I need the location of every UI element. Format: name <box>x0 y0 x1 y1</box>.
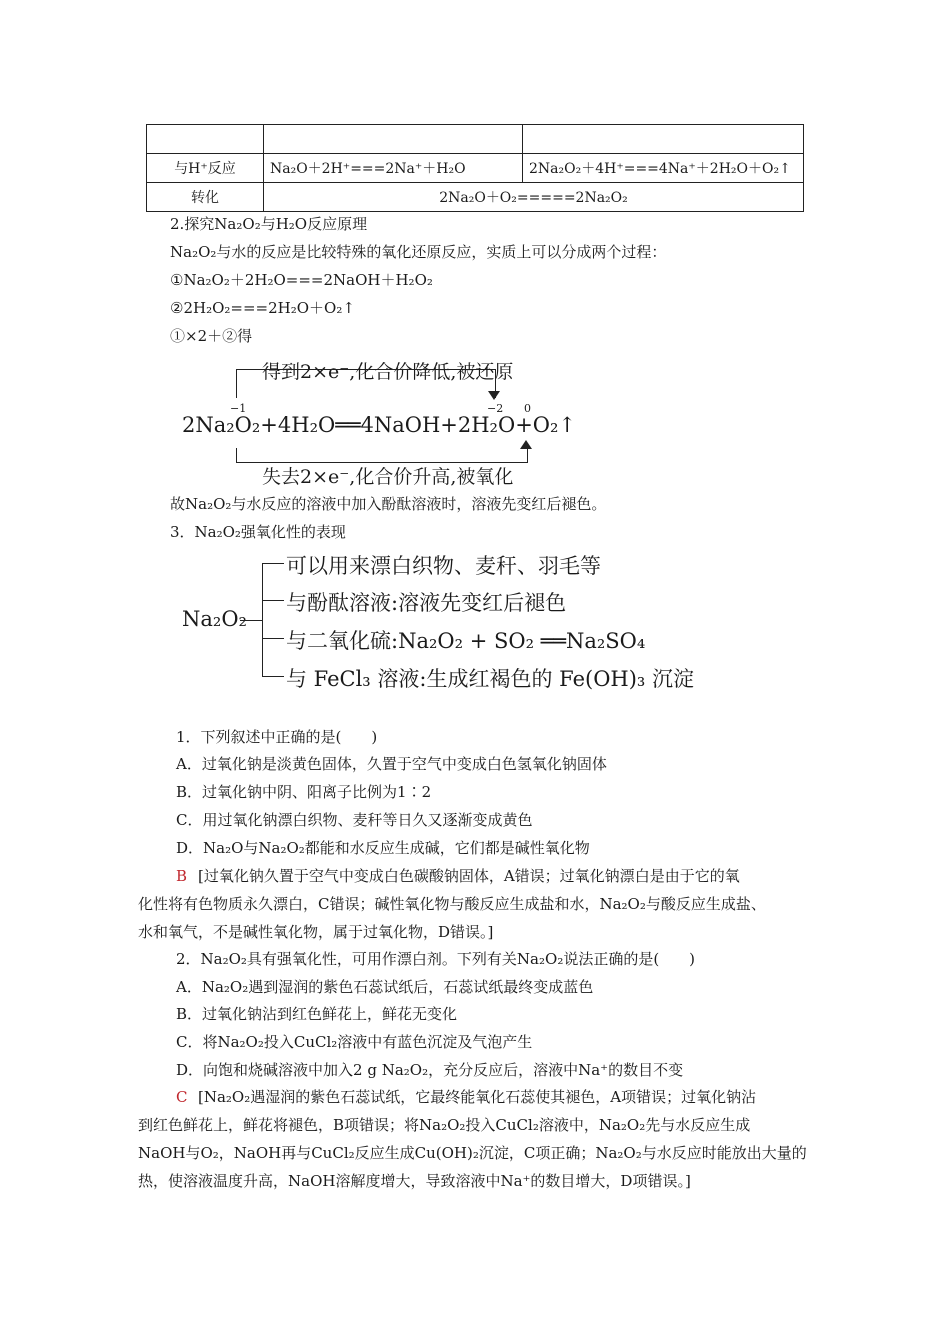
option: D．Na₂O与Na₂O₂都能和水反应生成碱，它们都是碱性氧化物 <box>176 839 590 857</box>
equation-line: ②2H₂O₂===2H₂O＋O₂↑ <box>170 299 355 317</box>
option: D．向饱和烧碱溶液中加入2 g Na₂O₂，充分反应后，溶液中Na⁺的数目不变 <box>176 1061 684 1079</box>
answer-letter: B <box>176 867 188 885</box>
table-cell <box>147 125 264 154</box>
question-stem: 2．Na₂O₂具有强氧化性，可用作漂白剂。下列有关Na₂O₂说法正确的是( ) <box>176 950 696 968</box>
arrow-up-icon <box>520 440 532 449</box>
gain-label: 得到2×e⁻,化合价降低,被还原 <box>262 361 514 383</box>
table-cell: 与H⁺反应 <box>147 154 264 183</box>
oxidation-state: −1 <box>230 402 247 415</box>
connector <box>262 600 284 601</box>
arrow-down-icon <box>488 391 500 400</box>
option: B．过氧化钠中阴、阳离子比例为1∶2 <box>176 783 432 801</box>
redox-equation: 2Na₂O₂+4H₂O══4NaOH+2H₂O+O₂↑ <box>182 413 577 437</box>
tree-root: Na₂O₂ <box>182 607 247 631</box>
gain-bracket <box>236 369 496 398</box>
paragraph: Na₂O₂与水的反应是比较特殊的氧化还原反应，实质上可以分成两个过程： <box>170 243 667 261</box>
explanation: 热，使溶液温度升高，NaOH溶解度增大，导致溶液中Na⁺的数目增大，D项错误。] <box>138 1172 691 1190</box>
explanation: [过氧化钠久置于空气中变成白色碳酸钠固体，A错误；过氧化钠漂白是由于它的氧 <box>198 867 740 885</box>
option: C．将Na₂O₂投入CuCl₂溶液中有蓝色沉淀及气泡产生 <box>176 1033 533 1051</box>
option: A．Na₂O₂遇到湿润的紫色石蕊试纸后，石蕊试纸最终变成蓝色 <box>176 978 594 996</box>
table-cell: 2Na₂O＋O₂=====2Na₂O₂ <box>264 183 804 212</box>
explanation: NaOH与O₂，NaOH再与CuCl₂反应生成Cu(OH)₂沉淀，C项正确；Na₂O₂与水反应时能放出大量的 <box>138 1144 807 1162</box>
comparison-table <box>146 124 804 212</box>
section-title: 2.探究Na₂O₂与H₂O反应原理 <box>170 215 368 233</box>
table-cell: Na₂O＋2H⁺===2Na⁺＋H₂O <box>264 154 523 183</box>
table-row <box>147 125 804 154</box>
explanation: 到红色鲜花上，鲜花将褪色，B项错误；将Na₂O₂投入CuCl₂溶液中，Na₂O₂先与水反应生成 <box>138 1116 751 1134</box>
equation-line: ①×2＋②得 <box>170 327 253 345</box>
tree-branch: 与酚酞溶液:溶液先变红后褪色 <box>286 591 567 615</box>
paragraph: 故Na₂O₂与水反应的溶液中加入酚酞溶液时，溶液先变红后褪色。 <box>170 495 607 513</box>
question-stem: 1．下列叙述中正确的是( ) <box>176 728 378 746</box>
option: C．用过氧化钠漂白织物、麦秆等日久又逐渐变成黄色 <box>176 811 533 829</box>
connector <box>262 676 284 677</box>
table-cell: 2Na₂O₂＋4H⁺===4Na⁺＋2H₂O＋O₂↑ <box>523 154 804 183</box>
table-cell <box>523 125 804 154</box>
explanation: 水和氧气，不是碱性氧化物，属于过氧化物，D错误。] <box>138 923 494 941</box>
connector <box>240 620 262 621</box>
connector <box>262 563 284 564</box>
equation-line: ①Na₂O₂＋2H₂O===2NaOH＋H₂O₂ <box>170 271 433 289</box>
explanation: [Na₂O₂遇湿润的紫色石蕊试纸，它最终能氧化石蕊使其褪色，A项错误；过氧化钠沾 <box>198 1088 757 1106</box>
explanation: 化性将有色物质永久漂白，C错误；碱性氧化物与酸反应生成盐和水，Na₂O₂与酸反应生成盐、 <box>138 895 766 913</box>
tree-branch: 与 FeCl₃ 溶液:生成红褐色的 Fe(OH)₃ 沉淀 <box>286 667 695 691</box>
oxidation-state: 0 <box>524 402 531 415</box>
table-row <box>147 183 804 212</box>
answer-letter: C <box>176 1088 188 1106</box>
connector <box>262 563 263 677</box>
section-title: 3．Na₂O₂强氧化性的表现 <box>170 523 346 541</box>
table-row <box>147 154 804 183</box>
loss-label: 失去2×e⁻,化合价升高,被氧化 <box>262 466 514 488</box>
oxidation-state: −2 <box>487 402 504 415</box>
connector <box>262 638 284 639</box>
table-cell: 转化 <box>147 183 264 212</box>
loss-bracket <box>236 448 528 463</box>
option: B．过氧化钠沾到红色鲜花上，鲜花无变化 <box>176 1005 458 1023</box>
table-cell <box>264 125 523 154</box>
tree-branch: 与二氧化硫:Na₂O₂ + SO₂ ══Na₂SO₄ <box>286 629 646 653</box>
tree-branch: 可以用来漂白织物、麦秆、羽毛等 <box>286 554 601 578</box>
option: A．过氧化钠是淡黄色固体，久置于空气中变成白色氢氧化钠固体 <box>176 755 607 773</box>
